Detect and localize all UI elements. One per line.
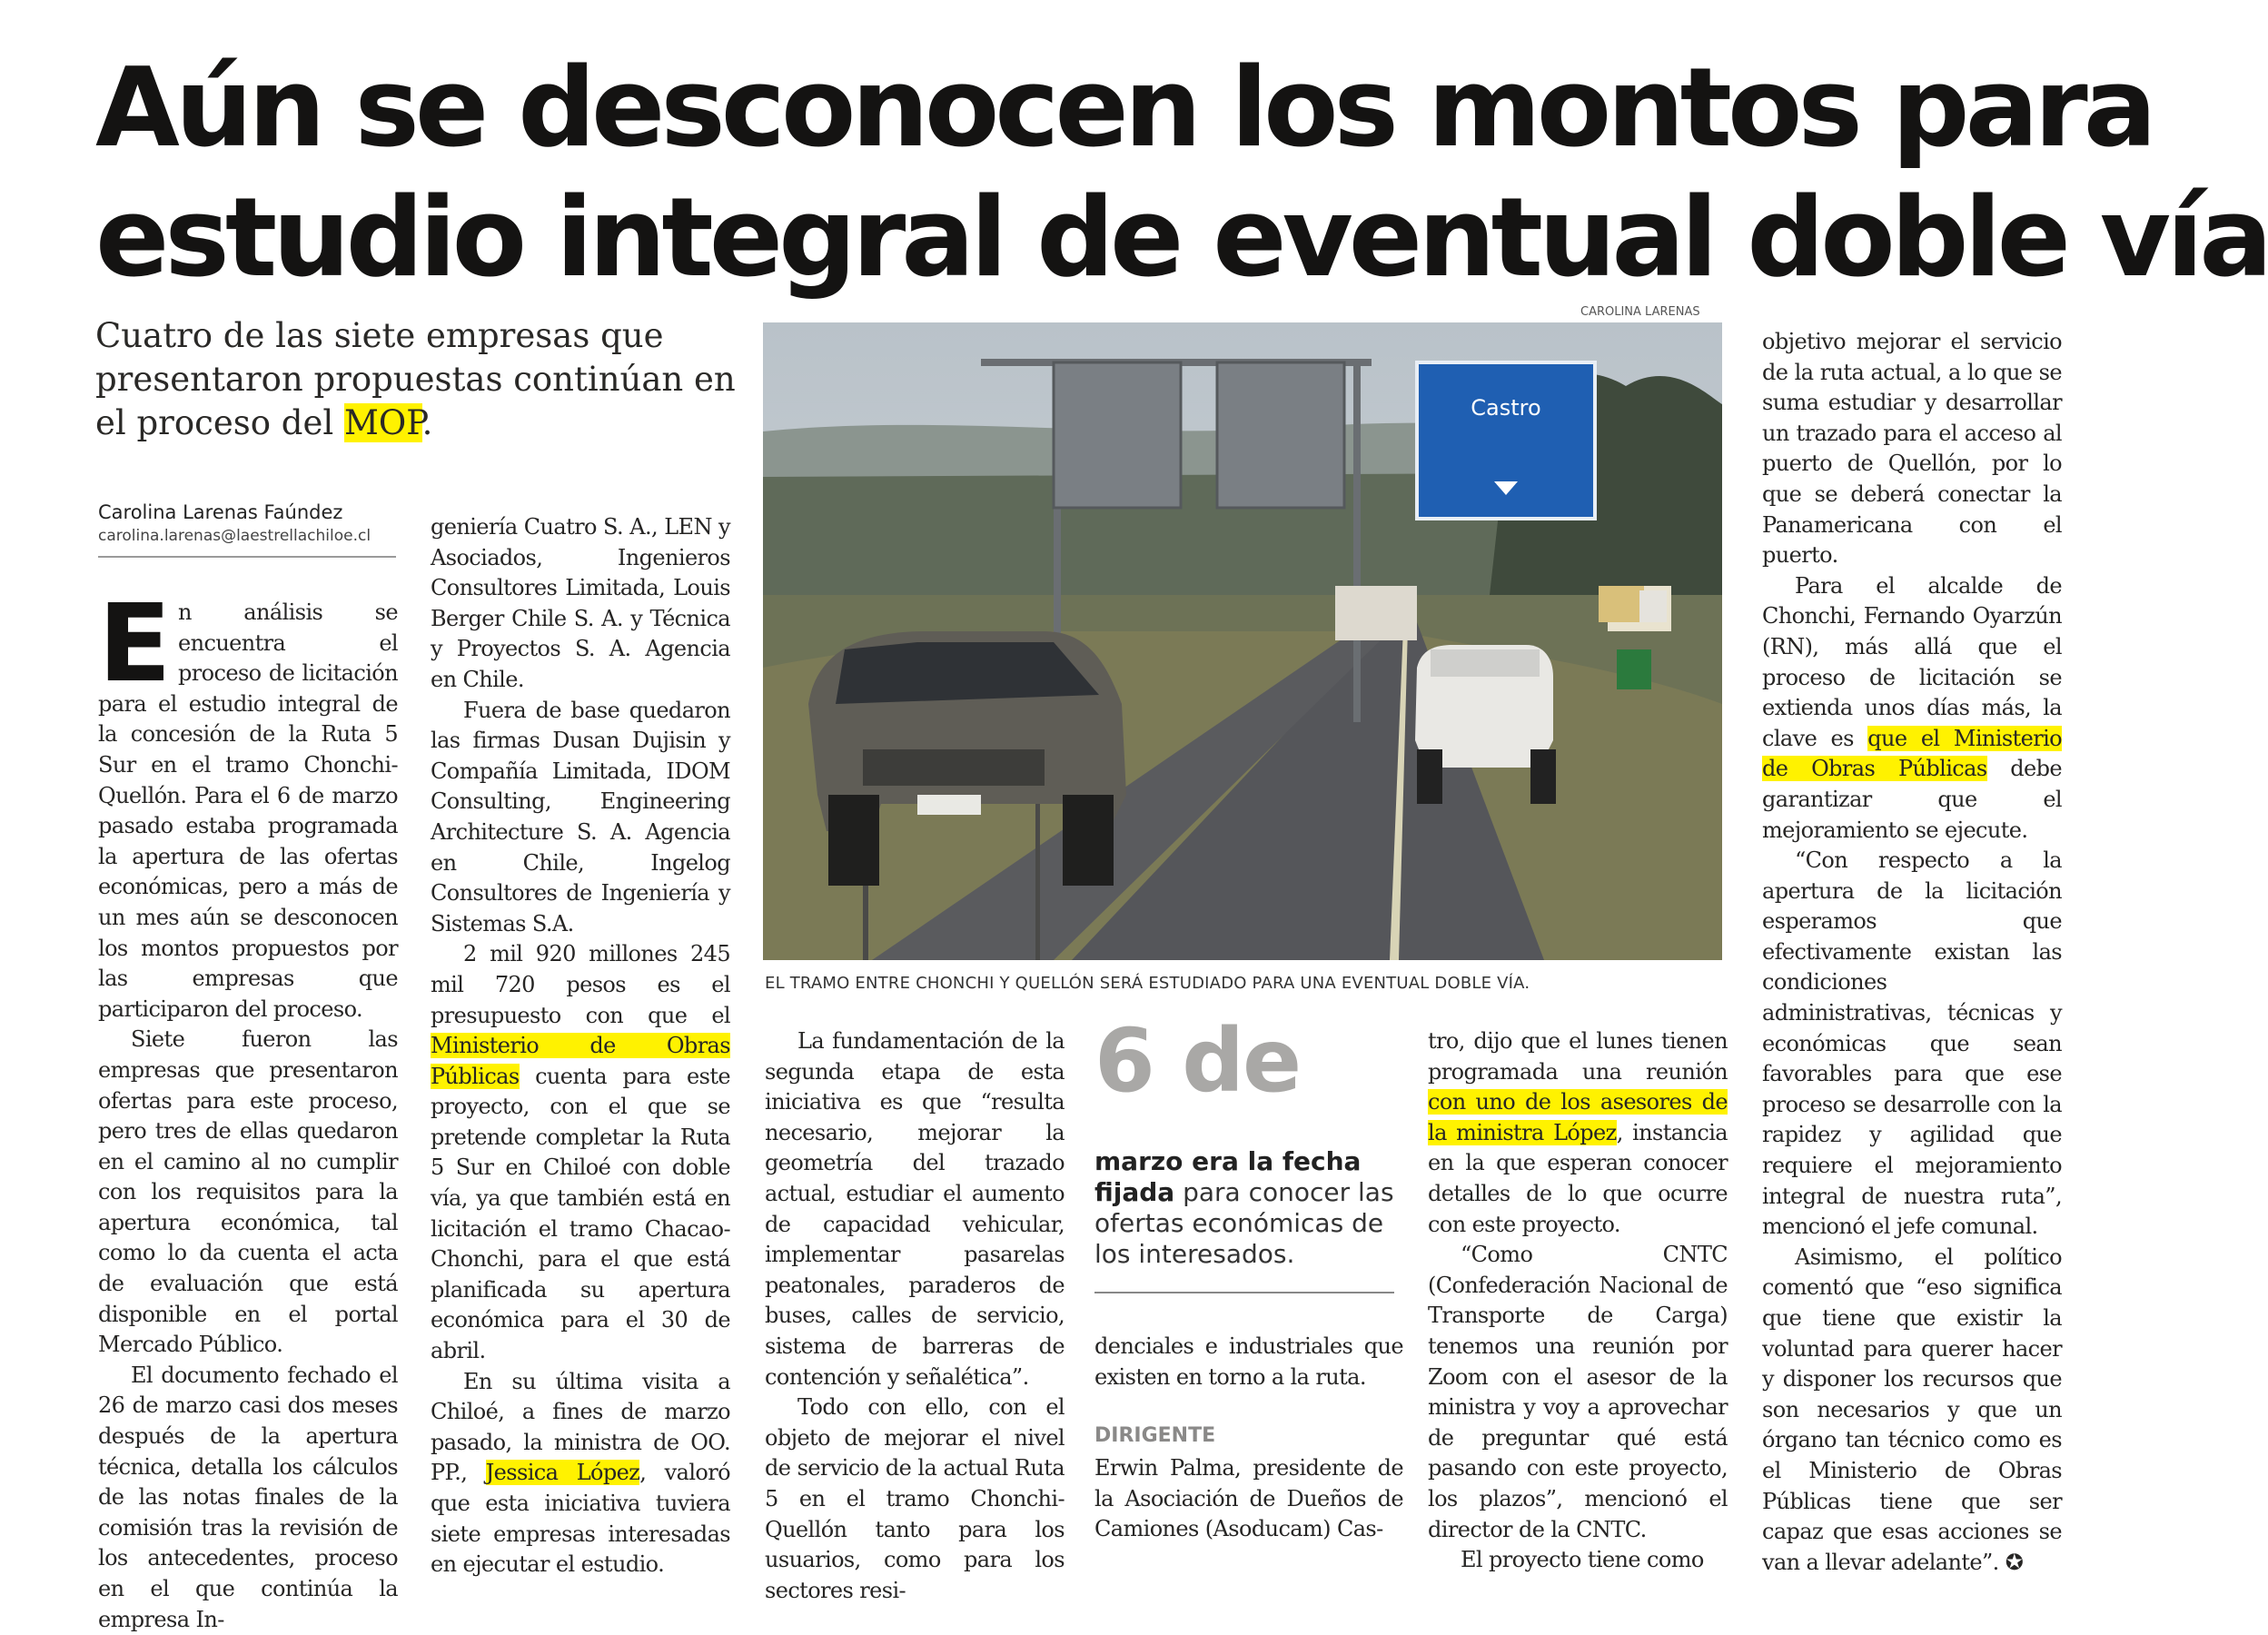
headline-line-2: estudio integral de eventual doble vía [95, 175, 2268, 302]
paragraph: denciales e industriales que existen en torno a la ruta. [1094, 1333, 1403, 1390]
highlight-mop: MOP [343, 403, 422, 442]
paragraph-text: cuenta para este proyecto, con el que se pretende completar la Ruta 5 Sur en Chiloé con doble vía, ya que también está en licitación el tramo Chacao-Chonchi, para el que está planificada su apertura económica para el 30 de abril. [431, 1063, 730, 1364]
highlight-ministerio-obras: que el Ministerio de Obras Públicas [1762, 725, 2062, 782]
paragraph-text: debe garantizar que el mejoramiento se ejecute. [1762, 756, 2063, 843]
headline-line-1: Aún se desconocen los montos para [95, 45, 2153, 172]
paragraph-text: tro, dijo que el lunes tienen programada una reunión [1428, 1028, 1728, 1085]
paragraph-text: 2 mil 920 millones 245 mil 720 pesos es el presupuesto con que el [431, 941, 730, 1028]
paragraph: Asimismo, el político comentó que “eso significa que tiene que existir la voluntad para querer hacer y disponer los recursos que son necesarios y que un órgano tan técnico como es el Ministerio de Obras Públicas tiene que ser capaz que esas acciones se van a llevar adelante”. ✪ [1762, 1244, 2062, 1575]
paragraph: El documento fechado el 26 de marzo casi dos meses después de la apertura técnica, detalla los cálculos de las notas finales de la comisión tras la revisión de los antecedentes, proceso en el que continúa la empresa In- [98, 1362, 398, 1632]
paragraph: “Como CNTC (Confederación Nacional de Transporte de Carga) tenemos una reunión por Zoom con el asesor de la ministra y voy a aprovechar de preguntar qué está pasando con este proyecto, los plazos”, mencionó el director de la CNTC. [1428, 1242, 1728, 1542]
paragraph-text: , valoró que esta iniciativa tuviera siete empresas interesadas en ejecutar el estudio. [431, 1460, 730, 1578]
highlight-asesores: con uno de los asesores de la ministra López [1428, 1089, 1728, 1145]
subhead-dirigente: DIRIGENTE [1094, 1424, 1216, 1447]
fact-big-number: 6 de [1094, 1010, 1301, 1112]
lead-line-2: presentaron propuestas continúan en [95, 360, 736, 399]
paragraph: El proyecto tiene como [1461, 1547, 1704, 1573]
byline-divider [98, 556, 396, 558]
article-column-4a [1094, 1332, 1403, 1404]
paragraph: La fundamentación de la segunda etapa de esta iniciativa es que “resulta necesario, mejorar la geometría del trazado actual, estudiar el aumento de capacidad vehicular, implementar pasarelas peatonales, paraderos de buses, calles de servicio, sistema de barreras de contención y señalética”. [765, 1028, 1065, 1390]
lead-text-end: . [421, 403, 433, 442]
paragraph [431, 939, 730, 1366]
fact-divider [1094, 1292, 1394, 1293]
paragraph: objetivo mejorar el servicio de la ruta actual, a lo que se suma estudiar y desarrollar un trazado para el acceso al puerto de Quellón, por lo que se deberá conectar la Panamericana con el puerto. [1762, 329, 2062, 569]
sign-castro-text: Castro [1471, 395, 1541, 421]
paragraph: Erwin Palma, presidente de la Asociación de Dueños de Camiones (Asoducam) Cas- [1094, 1455, 1403, 1542]
byline-name: Carolina Larenas Faúndez [98, 501, 343, 523]
lead-line-1: Cuatro de las siete empresas que [95, 316, 664, 355]
article-column-3 [765, 1026, 1065, 1603]
drop-cap: E [98, 580, 172, 706]
paragraph: Siete fueron las empresas que presentaron ofertas para este proceso, pero tres de ellas quedaron en el camino al no cumplir con los requisitos para la apertura económica, tal como lo da cuenta el acta de evaluación que está disponible en el portal Mercado Público. [98, 1026, 398, 1358]
highlight-ministerio: Ministerio de Obras Públicas [431, 1033, 730, 1089]
paragraph-text: , instancia en la que esperan conocer detalles de lo que ocurre con este proyecto. [1428, 1119, 1728, 1237]
article-column-2 [431, 512, 730, 1578]
lead-summary [95, 314, 749, 445]
road-photo [763, 322, 1722, 960]
fact-box [1094, 1146, 1394, 1270]
headline [95, 44, 2268, 303]
paragraph-text: En su última visita a Chiloé, a fines de marzo pasado, la ministra de OO. PP., [431, 1368, 730, 1486]
paragraph: Fuera de base quedaron las firmas Dusan Dujisin y Compañía Limitada, IDOM Consulting, Engineering Architecture S. A. Agencia en Chile, Ingelog Consultores de Ingeniería y Sistemas S.A. [431, 697, 730, 936]
paragraph: Todo con ello, con el objeto de mejorar el nivel de servicio de la actual Ruta 5 en el tramo Chonchi-Quellón tanto para los usuarios, como para los sectores resi- [765, 1394, 1065, 1603]
article-column-6 [1762, 327, 2063, 1575]
highlight-jessica-lopez: Jessica López [485, 1460, 640, 1486]
paragraph-text: Para el alcalde de Chonchi, Fernando Oyarzún (RN), más allá que el proceso de licitación se extienda unos días más, la clave es [1762, 572, 2062, 751]
paragraph-text: n análisis se encuentra el proceso de licitación para el estudio integral de la concesión de la Ruta 5 Sur en el tramo Chonchi-Quellón. Para el 6 de marzo pasado estaba programada la apertura de las ofertas económicas, pero a más de un mes aún se desconocen los montos propuestos por las empresas que participaron del proceso. [98, 600, 398, 1022]
fact-bold: marzo era la fecha fijada [1094, 1146, 1362, 1207]
fact-text: para conocer las ofertas económicas de los interesados. [1094, 1177, 1394, 1269]
paragraph [1428, 1026, 1728, 1240]
photo-credit: CAROLINA LARENAS [1580, 305, 1700, 319]
paragraph: “Con respecto a la apertura de la licitación esperamos que efectivamente existan las condiciones administrativas, técnicas y económicas que sean favorables para que ese proceso se desarrolle con la rapidez y agilidad que requiere el mejoramiento integral de nuestra ruta”, mencionó el jefe comunal. [1762, 847, 2062, 1240]
lead-line-3 [95, 401, 749, 445]
byline-email: carolina.larenas@laestrellachiloe.cl [98, 527, 371, 545]
article-column-1 [98, 580, 398, 1632]
paragraph [98, 580, 398, 1025]
article-column-4b [1094, 1453, 1403, 1540]
paragraph [431, 1367, 730, 1580]
paragraph: geniería Cuatro S. A., LEN y Asociados, Ingenieros Consultores Limitada, Louis Berger Chile S. A. y Técnica y Proyectos S. A. Agencia en Chile. [431, 514, 730, 692]
road-photo-illustration [763, 322, 1722, 960]
paragraph [1762, 571, 2062, 846]
photo-caption: EL TRAMO ENTRE CHONCHI Y QUELLÓN SERÁ ESTUDIADO PARA UNA EVENTUAL DOBLE VÍA. [765, 974, 1530, 993]
lead-text: el proceso del [95, 403, 344, 442]
article-column-5 [1428, 1026, 1728, 1573]
